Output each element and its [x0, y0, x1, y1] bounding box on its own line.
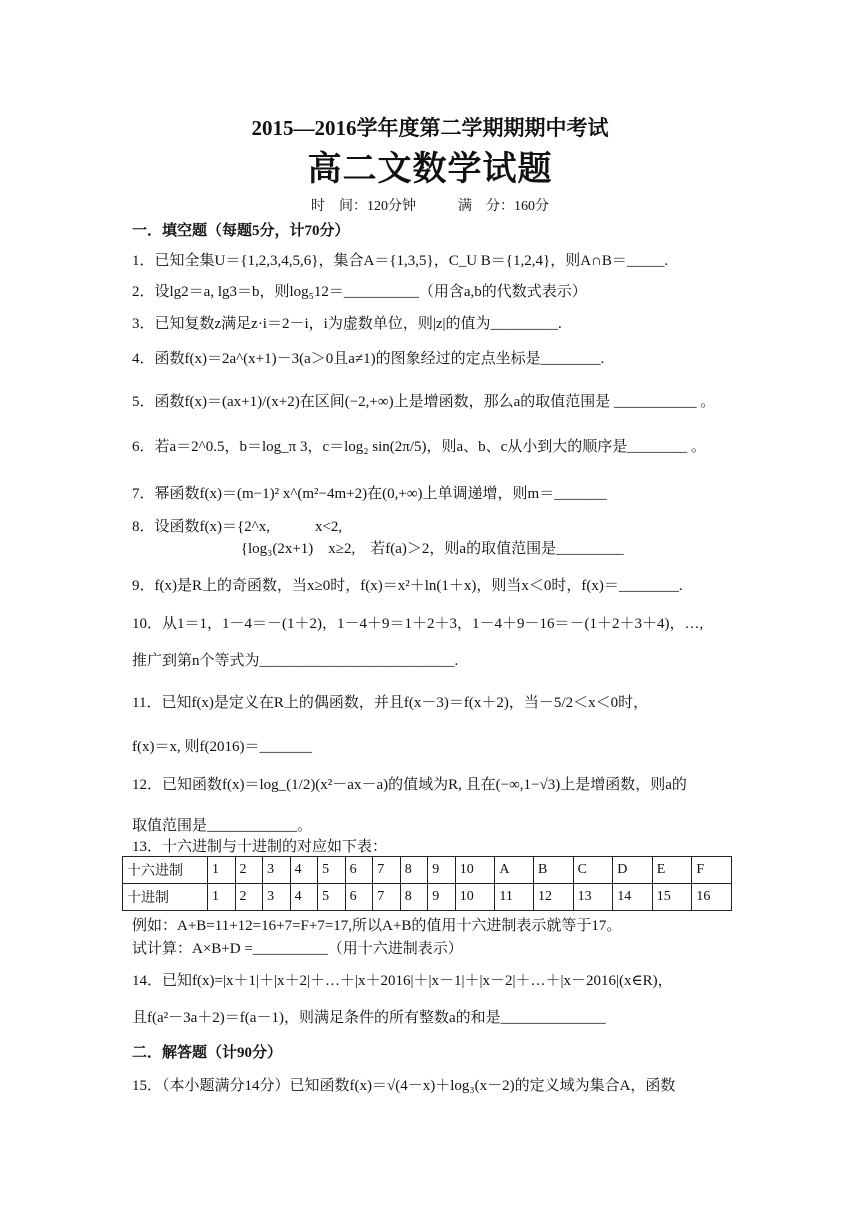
question-2: 2．设lg2＝a, lg3＝b，则log₅12＝__________（用含a,b的代数式表示）	[132, 284, 587, 300]
table-row	[123, 857, 732, 884]
table-cell: 1	[208, 884, 236, 911]
question-14-line1: 14．已知f(x)=|x＋1|＋|x＋2|＋…＋|x＋2016|＋|x－1|＋|x－2|＋…＋|x－2016|(x∈R)，	[132, 973, 673, 989]
table-cell: 6	[345, 884, 373, 911]
table-cell: 4	[290, 884, 318, 911]
table-cell: 12	[534, 884, 574, 911]
question-4: 4．函数f(x)＝2a^(x+1)－3(a＞0且a≠1)的图象经过的定点坐标是________.	[132, 351, 605, 367]
question-13-example: 例如：A+B=11+12=16+7=F+7=17,所以A+B的值用十六进制表示就等于17。	[132, 918, 622, 934]
table-cell: 11	[495, 884, 534, 911]
table-header-hex: 十六进制	[123, 857, 208, 884]
exam-meta: 时 间：120分钟 满 分：160分	[311, 199, 549, 214]
question-3: 3．已知复数z满足z·i＝2－i，i为虚数单位，则|z|的值为_________.	[132, 316, 562, 332]
paper-title: 高二文数学试题	[307, 151, 553, 188]
question-8-line1: 8．设函数f(x)＝{2^x, x<2,	[132, 519, 343, 535]
table-cell: 9	[428, 857, 456, 884]
table-cell: 9	[428, 884, 456, 911]
table-cell: 3	[263, 884, 291, 911]
question-10-line2: 推广到第n个等式为__________________________.	[132, 653, 459, 669]
table-cell: 14	[613, 884, 653, 911]
table-cell: 7	[373, 884, 401, 911]
table-cell: 7	[373, 857, 401, 884]
table-cell: 10	[455, 884, 495, 911]
table-cell: 5	[318, 884, 346, 911]
exam-title: 2015—2016学年度第二学期期期中考试	[251, 116, 609, 140]
question-13-try: 试计算：A×B+D =__________（用十六进制表示）	[132, 941, 463, 957]
question-12-line1: 12．已知函数f(x)＝log_(1/2)(x²－ax－a)的值域为R, 且在(−∞,1−√3)上是增函数，则a的	[132, 777, 687, 793]
question-9: 9．f(x)是R上的奇函数，当x≥0时，f(x)＝x²＋ln(1＋x)，则当x＜0时，f(x)＝________.	[132, 578, 683, 594]
table-cell: 5	[318, 857, 346, 884]
table-row	[123, 884, 732, 911]
question-12-line2: 取值范围是____________。	[132, 818, 313, 834]
question-14-line2: 且f(a²－3a＋2)＝f(a－1)，则满足条件的所有整数a的和是______________	[132, 1010, 606, 1026]
question-8-line2: {log₃(2x+1) x≥2, 若f(a)＞2，则a的取值范围是_________	[132, 541, 624, 557]
table-cell: 10	[455, 857, 495, 884]
section-1-title: 一．填空题（每题5分，计70分）	[132, 223, 350, 239]
table-cell: 6	[345, 857, 373, 884]
section-2-title: 二．解答题（计90分）	[132, 1045, 283, 1061]
table-cell: 4	[290, 857, 318, 884]
table-cell: F	[692, 857, 732, 884]
table-cell: 15	[652, 884, 692, 911]
table-cell: E	[652, 857, 692, 884]
hex-decimal-table	[122, 856, 732, 911]
question-1: 1．已知全集U＝{1,2,3,4,5,6}，集合A＝{1,3,5}，C_U B＝{1,2,4}，则A∩B＝_____.	[132, 253, 669, 269]
table-cell: 3	[263, 857, 291, 884]
question-15: 15．（本小题满分14分）已知函数f(x)＝√(4－x)＋log₃(x－2)的定义域为集合A，函数	[132, 1078, 676, 1094]
question-13: 13．十六进制与十进制的对应如下表：	[132, 839, 388, 855]
table-cell: 2	[235, 857, 263, 884]
table-cell: B	[534, 857, 574, 884]
table-cell: 1	[208, 857, 236, 884]
table-cell: A	[495, 857, 534, 884]
table-cell: 2	[235, 884, 263, 911]
question-7: 7．幂函数f(x)＝(m−1)² x^(m²−4m+2)在(0,+∞)上单调递增，则m＝_______	[132, 486, 607, 502]
table-header-dec: 十进制	[123, 884, 208, 911]
table-cell: 16	[692, 884, 732, 911]
question-5: 5．函数f(x)＝(ax+1)/(x+2)在区间(−2,+∞)上是增函数，那么a的取值范围是 ___________ 。	[132, 394, 716, 410]
table-cell: C	[573, 857, 613, 884]
question-10-line1: 10．从1＝1，1－4＝－(1＋2)，1－4＋9＝1＋2＋3，1－4＋9－16＝－(1＋2＋3＋4)，…,	[132, 616, 704, 632]
table-cell: D	[613, 857, 653, 884]
question-11-line1: 11．已知f(x)是定义在R上的偶函数，并且f(x－3)＝f(x＋2)，当－5/2＜x＜0时，	[132, 695, 649, 711]
question-11-line2: f(x)＝x, 则f(2016)＝_______	[132, 739, 312, 755]
table-cell: 8	[400, 857, 428, 884]
question-6: 6．若a＝2^0.5，b＝log_π 3，c＝log₂ sin(2π/5)，则a、b、c从小到大的顺序是________ 。	[132, 439, 707, 455]
table-cell: 8	[400, 884, 428, 911]
table-cell: 13	[573, 884, 613, 911]
